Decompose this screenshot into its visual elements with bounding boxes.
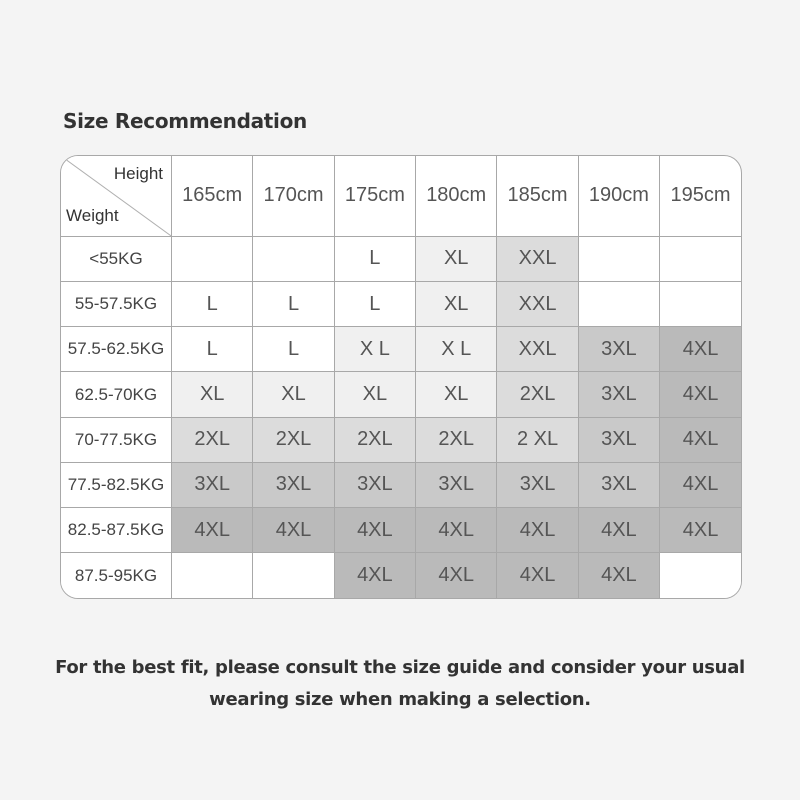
- size-cell: 3XL: [172, 462, 253, 507]
- height-axis-label: Height: [113, 164, 163, 183]
- table-row: [61, 236, 741, 281]
- size-cell: XL: [334, 372, 415, 417]
- size-cell: 2XL: [497, 372, 578, 417]
- size-cell: 4XL: [416, 508, 497, 553]
- weight-label: 87.5-95KG: [61, 553, 172, 598]
- size-cell: [660, 282, 741, 327]
- size-cell: XL: [172, 372, 253, 417]
- weight-axis-label: Weight: [66, 205, 119, 225]
- height-header: 165cm: [172, 156, 253, 236]
- size-cell: XL: [416, 236, 497, 281]
- size-cell: XL: [416, 282, 497, 327]
- corner-cell: [61, 156, 172, 236]
- size-cell: XL: [253, 372, 334, 417]
- size-cell: X L: [416, 327, 497, 372]
- size-cell: 4XL: [660, 417, 741, 462]
- size-cell: 4XL: [578, 553, 659, 598]
- size-cell: 4XL: [334, 508, 415, 553]
- weight-label: 62.5-70KG: [61, 372, 172, 417]
- weight-label: <55KG: [61, 236, 172, 281]
- size-cell: 2XL: [416, 417, 497, 462]
- fit-advice: [0, 652, 800, 716]
- weight-label: 82.5-87.5KG: [61, 508, 172, 553]
- size-cell: 4XL: [416, 553, 497, 598]
- size-cell: X L: [334, 327, 415, 372]
- size-cell: 3XL: [578, 462, 659, 507]
- size-cell: 2XL: [253, 417, 334, 462]
- size-cell: [253, 553, 334, 598]
- page-title: Size Recommendation: [63, 109, 307, 133]
- size-cell: 4XL: [497, 508, 578, 553]
- size-cell: 3XL: [578, 327, 659, 372]
- size-cell: 3XL: [497, 462, 578, 507]
- size-chart-table: [60, 155, 742, 599]
- height-header: 190cm: [578, 156, 659, 236]
- size-cell: [172, 236, 253, 281]
- size-cell: L: [253, 327, 334, 372]
- size-cell: L: [334, 236, 415, 281]
- table-row: [61, 327, 741, 372]
- height-header: 185cm: [497, 156, 578, 236]
- size-cell: XXL: [497, 282, 578, 327]
- table-row: [61, 282, 741, 327]
- size-cell: [660, 236, 741, 281]
- table-row: [61, 417, 741, 462]
- size-cell: L: [334, 282, 415, 327]
- weight-label: 77.5-82.5KG: [61, 462, 172, 507]
- size-table: [61, 156, 741, 598]
- weight-label: 55-57.5KG: [61, 282, 172, 327]
- fit-advice-line-2: wearing size when making a selection.: [209, 689, 591, 710]
- size-cell: [253, 236, 334, 281]
- size-cell: 3XL: [578, 372, 659, 417]
- table-row: [61, 462, 741, 507]
- size-cell: 4XL: [660, 327, 741, 372]
- size-cell: 2XL: [172, 417, 253, 462]
- size-cell: 4XL: [253, 508, 334, 553]
- size-cell: L: [253, 282, 334, 327]
- size-cell: 4XL: [172, 508, 253, 553]
- size-cell: 2XL: [334, 417, 415, 462]
- height-header: 175cm: [334, 156, 415, 236]
- size-cell: [578, 282, 659, 327]
- size-cell: 3XL: [578, 417, 659, 462]
- table-row: [61, 372, 741, 417]
- size-cell: 4XL: [660, 508, 741, 553]
- size-cell: L: [172, 282, 253, 327]
- table-row: [61, 553, 741, 598]
- size-cell: L: [172, 327, 253, 372]
- size-cell: [578, 236, 659, 281]
- size-cell: XXL: [497, 236, 578, 281]
- header-row: [61, 156, 741, 236]
- size-cell: 3XL: [334, 462, 415, 507]
- size-cell: 4XL: [334, 553, 415, 598]
- weight-label: 70-77.5KG: [61, 417, 172, 462]
- size-cell: 4XL: [497, 553, 578, 598]
- size-cell: 3XL: [253, 462, 334, 507]
- table-row: [61, 508, 741, 553]
- height-header: 170cm: [253, 156, 334, 236]
- size-cell: 4XL: [660, 462, 741, 507]
- weight-label: 57.5-62.5KG: [61, 327, 172, 372]
- size-cell: XL: [416, 372, 497, 417]
- size-cell: 2 XL: [497, 417, 578, 462]
- size-cell: [660, 553, 741, 598]
- size-cell: 3XL: [416, 462, 497, 507]
- size-cell: XXL: [497, 327, 578, 372]
- size-cell: [172, 553, 253, 598]
- fit-advice-line-1: For the best fit, please consult the size guide and consider your usual: [55, 657, 745, 678]
- size-cell: 4XL: [578, 508, 659, 553]
- height-header: 195cm: [660, 156, 741, 236]
- height-header: 180cm: [416, 156, 497, 236]
- size-cell: 4XL: [660, 372, 741, 417]
